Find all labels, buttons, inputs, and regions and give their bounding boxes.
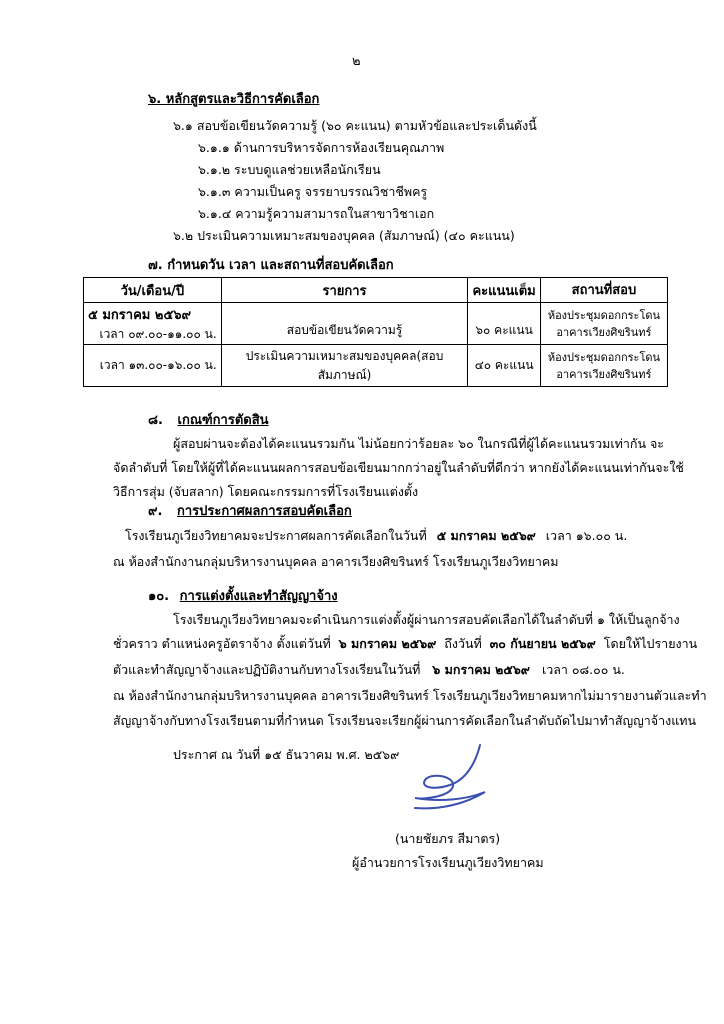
- section9-line2: ณ ห้องสำนักงานกลุ่มบริหารงานบุคคล อาคารเวียงศิขรินทร์ โรงเรียนภูเวียงวิทยาคม: [113, 554, 559, 569]
- section8-line2: จัดลำดับที่ โดยให้ผู้ที่ได้คะแนนผลการสอบข้อเขียนมากกว่าอยู่ในลำดับที่ดีกว่า หากยังได้คะแนนเท่ากันจะใช้: [113, 460, 684, 475]
- row2-place-cell: [540, 345, 667, 387]
- section8-line3: วิธีการสุ่ม (จับสลาก) โดยคณะกรรมการที่โรงเรียนแต่งตั้ง: [113, 484, 419, 499]
- section10-report-time: เวลา ๐๘.๐๐ น.: [541, 662, 625, 677]
- signature-mark: [395, 740, 505, 820]
- announcement-date: ประกาศ ณ วันที่ ๑๕ ธันวาคม พ.ศ. ๒๕๖๙: [173, 747, 400, 762]
- section8-number: ๘.: [148, 413, 163, 428]
- section6-item2: ๖.๒ ประเมินความเหมาะสมของบุคคล (สัมภาษณ์) (๔๐ คะแนน): [173, 228, 515, 243]
- section10-line2: [113, 634, 697, 654]
- row2-item: ประเมินความเหมาะสมของบุคคล(สอบสัมภาษณ์): [245, 348, 444, 382]
- page-number: ๒: [352, 54, 361, 69]
- section10-start-date: ๖ มกราคม ๒๕๖๙: [338, 636, 437, 651]
- table-header-row: [84, 278, 668, 303]
- signer-title: ผู้อำนวยการโรงเรียนภูเวียงวิทยาคม: [352, 855, 544, 870]
- section6-item1: ๖.๑ สอบข้อเขียนวัดความรู้ (๖๐ คะแนน) ตามหัวข้อและประเด็นดังนี้: [173, 118, 537, 133]
- section8-title: เกณฑ์การตัดสิน: [177, 413, 269, 428]
- header-item: รายการ: [221, 278, 468, 303]
- section6-subitem-4: ๖.๑.๔ ความรู้ความสามารถในสาขาวิชาเอก: [198, 206, 435, 221]
- row2-score: ๔๐ คะแนน: [474, 358, 534, 372]
- section10-line5: สัญญาจ้างกับทางโรงเรียนตามที่กำหนด โรงเรียนจะเรียกผู้ผ่านการคัดเลือกในลำดับถัดไปมาทำสัญญาจ้างแทน: [113, 713, 697, 728]
- section10-number: ๑๐.: [148, 589, 170, 604]
- section9-line1-a: โรงเรียนภูเวียงวิทยาคมจะประกาศผลการคัดเลือกในวันที่: [125, 528, 427, 543]
- section6-subitem-2: ๖.๑.๒ ระบบดูแลช่วยเหลือนักเรียน: [198, 162, 381, 177]
- section8-line1: ผู้สอบผ่านจะต้องได้คะแนนรวมกัน ไม่น้อยกว่าร้อยละ ๖๐ ในกรณีที่ผู้ได้คะแนนรวมเท่ากัน จะ: [173, 436, 665, 451]
- section9-date: ๕ มกราคม ๒๕๖๙: [436, 528, 536, 543]
- row2-time: เวลา ๑๓.๐๐-๑๖.๐๐ น.: [99, 358, 217, 372]
- section10-title: การแต่งตั้งและทำสัญญาจ้าง: [179, 589, 338, 604]
- section7-heading: ๗. กำหนดวัน เวลา และสถานที่สอบคัดเลือก: [148, 258, 394, 273]
- section8-heading: [148, 409, 269, 430]
- table-row: [84, 303, 668, 345]
- exam-date: ๕ มกราคม ๒๕๖๙: [88, 307, 192, 323]
- section6-heading: [148, 88, 319, 109]
- section9-line1: [125, 526, 627, 546]
- section10-line3: [113, 660, 625, 680]
- row1-score-cell: [468, 303, 540, 345]
- schedule-table: [83, 277, 668, 387]
- row2-date-cell: [84, 345, 222, 387]
- section10-line1: โรงเรียนภูเวียงวิทยาคมจะดำเนินการแต่งตั้งผู้ผ่านการสอบคัดเลือกได้ในลำดับที่ ๑ ให้เป็นลูกจ้าง: [173, 612, 680, 627]
- section10-line3-a: ตัวและทำสัญญาจ้างและปฏิบัติงานกับทางโรงเรียนในวันที่: [113, 662, 421, 677]
- row1-item: สอบข้อเขียนวัดความรู้: [286, 323, 403, 337]
- section9-number: ๙.: [148, 504, 163, 519]
- section10-line2-a: ชั่วคราว ตำแหน่งครูอัตราจ้าง ตั้งแต่วันที่: [113, 636, 331, 651]
- section10-report-date: ๖ มกราคม ๒๕๖๙: [432, 662, 530, 677]
- section10-heading: [148, 585, 338, 606]
- row2-place-line2: อาคารเวียงศิขรินทร์: [556, 367, 652, 381]
- section9-title: การประกาศผลการสอบคัดเลือก: [177, 504, 352, 519]
- section10-line2-b: ถึงวันที่: [444, 636, 482, 651]
- row2-item-cell: [221, 345, 468, 387]
- row1-place-cell: [540, 303, 667, 345]
- section10-line4: ณ ห้องสำนักงานกลุ่มบริหารงานบุคคล อาคารเวียงศิขรินทร์ โรงเรียนภูเวียงวิทยาคมหากไม่มารายงานตัวและทำ: [113, 688, 707, 703]
- header-date: วัน/เดือน/ปี: [84, 278, 222, 303]
- row1-time: เวลา ๐๙.๐๐-๑๑.๐๐ น.: [99, 326, 217, 341]
- row1-score: ๖๐ คะแนน: [475, 323, 533, 337]
- section6-subitem-1: ๖.๑.๑ ด้านการบริหารจัดการห้องเรียนคุณภาพ: [198, 140, 445, 155]
- section10-line2-c: โดยให้ไปรายงาน: [603, 636, 698, 651]
- header-place: สถานที่สอบ: [540, 278, 667, 303]
- signer-name: (นายชัยภร สีมาตร): [395, 831, 501, 846]
- row1-place-line1: ห้องประชุมดอกกระโดน: [547, 308, 661, 322]
- header-score: คะแนนเต็ม: [468, 278, 540, 303]
- row1-date-cell: [84, 303, 222, 345]
- section6-subitem-3: ๖.๑.๓ ความเป็นครู จรรยาบรรณวิชาชีพครู: [198, 184, 428, 199]
- table-row: [84, 345, 668, 387]
- row1-item-cell: [221, 303, 468, 345]
- section9-heading: [148, 500, 352, 521]
- row1-place-line2: อาคารเวียงศิขรินทร์: [556, 325, 652, 339]
- section9-time: เวลา ๑๖.๐๐ น.: [545, 528, 628, 543]
- section10-end-date: ๓๐ กันยายน ๒๕๖๙: [489, 636, 596, 651]
- row2-place-line1: ห้องประชุมดอกกระโดน: [547, 350, 661, 364]
- section6-heading-text: ๖. หลักสูตรและวิธีการคัดเลือก: [148, 92, 320, 107]
- row2-score-cell: [468, 345, 540, 387]
